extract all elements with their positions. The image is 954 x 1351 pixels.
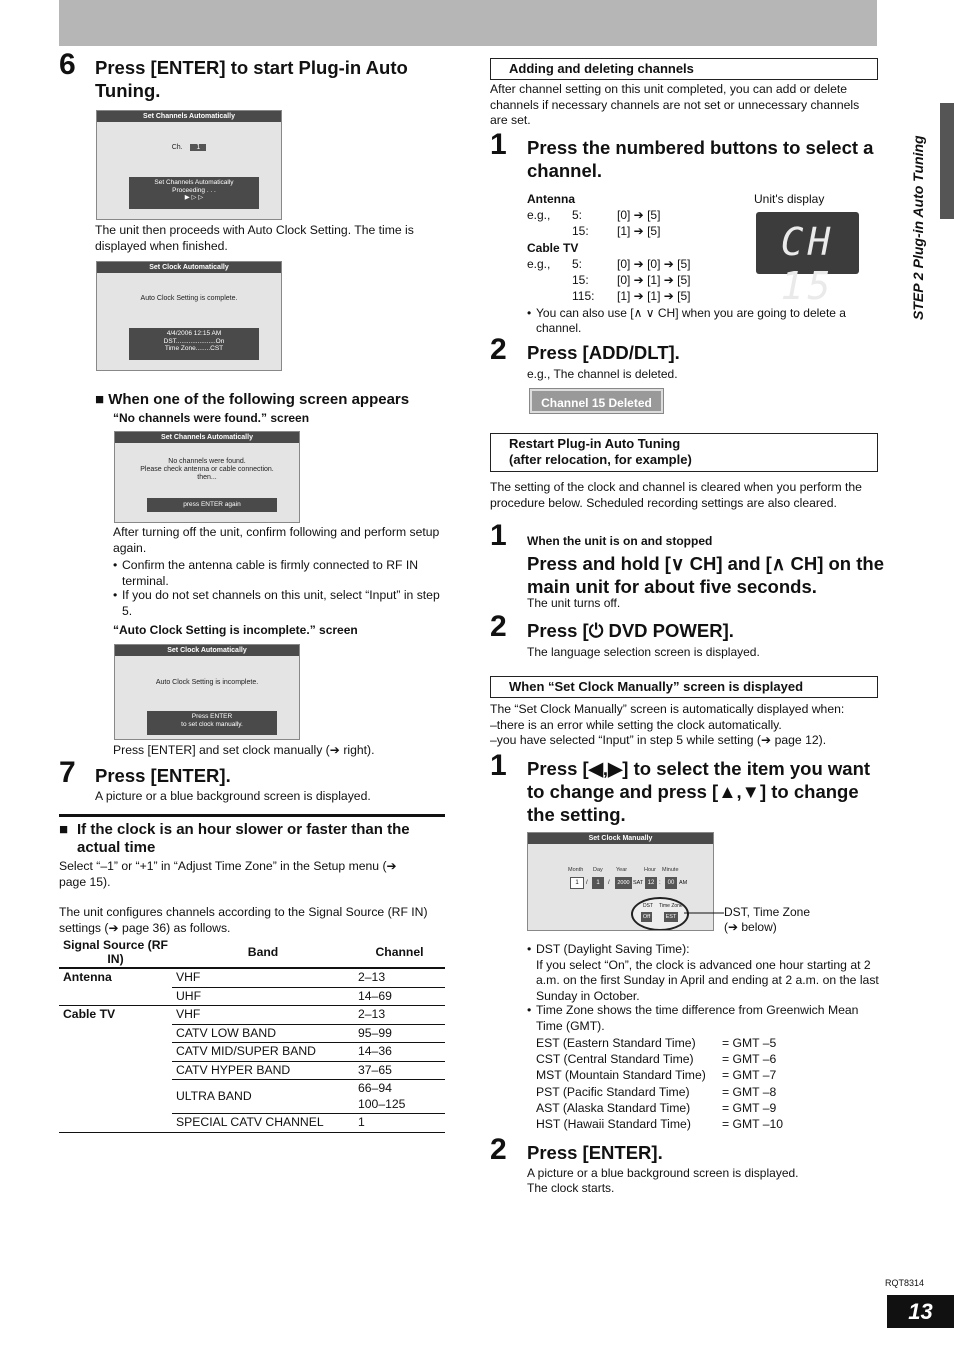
dst-bullet-text: If you select “On”, the clock is advanced one hour starting at 2 a.m. on the first Sunday in April and ending at 2 a.m. on the last Sunday in October. [536,957,879,1003]
add-step-2-text: e.g., The channel is deleted. [527,367,678,381]
restart-step-2-text: The language selection screen is displayed. [527,645,760,659]
time-zone-name: HST (Hawaii Standard Time) [536,1116,691,1131]
channel-cell: 1 [354,1114,445,1133]
channel-cell: 66–94 100–125 [354,1080,445,1114]
band-cell: VHF [172,1006,354,1025]
bullet-antenna-text: Confirm the antenna cable is firmly connected to RF IN terminal. [122,558,419,588]
example-channel: 115: [572,289,595,303]
press-enter-line-2: to set clock manually. [181,720,243,728]
restart-step-1-text: The unit turns off. [527,596,621,610]
section-divider [59,814,445,817]
time-zone-row [536,1036,836,1052]
label-month: Month [568,867,584,873]
page-number: 13 [887,1295,954,1328]
no-channels-line-1: No channels were found. [168,458,246,465]
channel-cell: 2–13 [354,1006,445,1025]
document-code: RQT8314 [885,1278,925,1288]
time-zone-offset: = GMT –10 [722,1116,784,1131]
screen-set-channels-auto [96,110,282,220]
example-prefix: e.g., [527,257,551,271]
time-separator: : [659,880,661,886]
time-zone-name: MST (Mountain Standard Time) [536,1068,706,1083]
label-year: Year [616,867,628,873]
restart-step-1-title: Press and hold [∨ CH] and [∧ CH] on the main unit for about five seconds. [527,553,885,597]
callout-line [684,908,726,918]
channel-readout [97,144,281,152]
bullet-dot: • [113,588,118,602]
screen-title-bar: Set Clock Manually [528,833,713,844]
summary-line-2: DST......................On [163,337,225,345]
header-band: Band [247,945,279,959]
band-cell: VHF [172,968,354,987]
progress-box [129,177,259,209]
configure-channels-text: The unit configures channels according to the Signal Source (RF IN) settings (➔ page 36) as follows. [59,905,428,935]
header-bar [59,0,877,46]
band-cell: CATV HYPER BAND [172,1061,354,1080]
example-keys: [0] ➔ [1] ➔ [5] [617,273,691,287]
add-step-2-number: 2 [490,333,507,366]
time-zone-offset: = GMT –5 [722,1036,777,1050]
time-zone-row [536,1068,836,1084]
dst-bullet-title: DST (Daylight Saving Time): [536,942,690,956]
channel-cell: 14–36 [354,1043,445,1062]
time-zone-row [536,1085,836,1101]
manual-step-2-title: Press [ENTER]. [527,1142,663,1163]
clock-offset-heading-text: If the clock is an hour slower or faster than the actual time [77,821,410,856]
adding-deleting-heading: Adding and deleting channels [490,58,878,80]
progress-line-3: ▶ ▷ ▷ [184,194,204,201]
bullet-input-step5 [113,588,443,619]
bullet-dot: • [527,1003,532,1017]
signal-source-cell [59,987,172,1006]
clock-offset-text: Select “–1” or “+1” in “Adjust Time Zone” in the Setup menu (➔ page 15). [59,859,397,889]
restart-heading-line-2: (after relocation, for example) [509,452,692,467]
clock-offset-heading [59,821,445,857]
signal-source-cell: Antenna [63,970,112,984]
add-step-1-title: Press the numbered buttons to select a channel. [527,137,874,181]
signal-source-cell [59,1080,172,1114]
bullet-dot: • [527,306,532,320]
label-time-zone: Time Zone [659,903,683,909]
units-display-label: Unit's display [754,192,825,206]
channel-cell: 95–99 [354,1024,445,1043]
am-pm-readout: AM [679,880,688,886]
step-7-title: Press [ENTER]. [95,765,231,786]
date-separator: / [608,880,610,886]
example-channel: 15: [572,224,589,238]
example-keys: [1] ➔ [5] [617,224,661,238]
label-dst: DST [643,903,653,909]
signal-source-table [59,937,445,1133]
time-zone-name: EST (Eastern Standard Time) [536,1036,696,1050]
channel-deleted-banner: Channel 15 Deleted [530,389,663,413]
set-clock-manually-heading: When “Set Clock Manually” screen is displayed [490,676,878,698]
lcd-readout: CH 15 [780,220,835,308]
ch-button-bullet [527,306,877,336]
channel-cell: 37–65 [354,1061,445,1080]
table-row [59,1024,445,1043]
example-channel: 15: [572,273,589,287]
ch-label: Ch. [171,144,183,151]
band-cell: SPECIAL CATV CHANNEL [172,1114,354,1133]
day-field[interactable]: 1 [592,877,604,889]
header-channel: Channel [375,945,424,959]
screen-set-clock-auto-complete [96,261,282,371]
step-6-text-1: The unit then proceeds with Auto Clock Setting. The time is displayed when finished. [95,223,414,253]
table-row [59,968,445,987]
signal-source-cell [59,1061,172,1080]
manual-text-2: –there is an error while setting the clock automatically. [490,718,782,732]
time-zone-bullet [527,1003,882,1034]
manual-step-1-number: 1 [490,749,507,782]
step-6-title: Press [ENTER] to start Plug-in Auto Tuning. [95,57,408,101]
header-signal-source: Signal Source (RF IN) [63,938,168,966]
screen-title-bar: Set Clock Automatically [115,645,299,656]
signal-source-cell [59,1043,172,1062]
add-step-2-title: Press [ADD/DLT]. [527,342,680,363]
summary-line-3: Time Zone........CST [164,345,224,352]
restart-step-1-number: 1 [490,519,507,552]
time-zone-row [536,1101,836,1117]
restart-step-2-title: Press [⏻ DVD POWER]. [527,620,734,641]
label-hour: Hour [644,867,656,873]
minute-field[interactable]: 00 [665,877,677,889]
signal-source-cell [59,1024,172,1043]
table-row [59,1043,445,1062]
antenna-label: Antenna [527,192,575,206]
table-row [59,1061,445,1080]
example-prefix: e.g., [527,208,551,222]
table-row [59,1006,445,1025]
time-zone-row [536,1117,836,1133]
side-tab-marker [940,103,954,219]
manual-step-2-text-1: A picture or a blue background screen is displayed. [527,1166,799,1180]
time-zone-offset: = GMT –7 [722,1068,777,1083]
no-channels-label: “No channels were found.” screen [113,411,310,425]
weekday-readout: SAT [633,880,644,886]
press-enter-again-box: press ENTER again [147,498,277,512]
time-zone-bullet-text: Time Zone shows the time difference from Greenwich Mean Time (GMT). [536,1003,859,1033]
hour-field[interactable]: 12 [645,877,657,889]
no-channels-line-3: then... [197,474,217,481]
progress-line-1: Set Channels Automatically [154,179,234,186]
dst-callout-text-2: (➔ below) [724,920,777,934]
adding-deleting-text: After channel setting on this unit completed, you can add or delete channels if necessary channels are not set or unnecessary channels are set. [490,82,860,127]
ch-value: 1 [190,144,206,151]
band-cell: CATV MID/SUPER BAND [172,1043,354,1062]
restart-step-1-condition: When the unit is on and stopped [527,534,713,548]
dst-field[interactable]: Off [642,914,651,920]
time-zone-list [536,1036,836,1133]
press-enter-manual-box [147,711,277,735]
channel-cell: 2–13 [354,968,445,987]
bullet-dot: • [527,942,532,956]
no-channels-message [115,458,299,482]
manual-step-2-number: 2 [490,1133,507,1166]
restart-heading-line-1: Restart Plug-in Auto Tuning [509,436,681,451]
square-bullet-icon: ■ [59,821,69,838]
screen-title-bar: Set Clock Automatically [97,262,281,273]
example-channel: 5: [572,208,583,222]
time-zone-name: AST (Alaska Standard Time) [536,1100,691,1115]
time-zone-offset: = GMT –9 [722,1100,777,1115]
month-field[interactable]: 1 [570,877,584,889]
restart-heading [490,433,878,472]
unit-display-lcd [756,212,859,308]
time-zone-offset: = GMT –8 [722,1084,777,1099]
manual-step-1-title: Press [◀,▶] to select the item you want to change and press [▲,▼] to change the setting. [527,758,871,825]
time-zone-field[interactable]: EST [665,914,677,920]
when-screen-appears-heading [95,391,445,409]
no-channels-line-2: Please check antenna or cable connection. [140,466,274,473]
incomplete-label: “Auto Clock Setting is incomplete.” screen [113,623,358,637]
step-6-number: 6 [59,48,76,81]
step-7-number: 7 [59,756,76,789]
time-zone-name: CST (Central Standard Time) [536,1052,694,1067]
square-bullet-icon: ■ [95,391,105,408]
date-separator: / [586,880,588,886]
progress-line-2: Proceeding . . . [172,186,216,194]
table-row [59,1080,445,1114]
screen-clock-incomplete [114,644,300,740]
band-cell: CATV LOW BAND [172,1024,354,1043]
summary-line-1: 4/4/2006 12:15 AM [166,330,222,337]
incomplete-message: Auto Clock Setting is incomplete. [155,679,259,686]
time-zone-name: PST (Pacific Standard Time) [536,1084,690,1099]
when-heading-text: When one of the following screen appears [108,391,410,408]
table-row [59,987,445,1006]
side-tab-text: STEP 2 Plug-in Auto Tuning [910,135,926,320]
label-minute: Minute [662,867,679,873]
screen-message: Auto Clock Setting is complete. [140,295,238,302]
after-turning-off-text: After turning off the unit, confirm following and perform setup again. [113,525,440,555]
bullet-dot: • [113,558,118,572]
table-row [59,1114,445,1133]
signal-source-cell: Cable TV [63,1007,116,1021]
example-keys: [0] ➔ [0] ➔ [5] [617,257,691,271]
add-step-1-number: 1 [490,128,507,161]
example-channel: 5: [572,257,583,271]
manual-step-2-text-2: The clock starts. [527,1181,615,1195]
dst-bullet [527,942,882,1004]
band-cell: ULTRA BAND [172,1080,354,1114]
step-7-text: A picture or a blue background screen is displayed. [95,789,371,803]
year-field[interactable]: 2000 [615,877,632,889]
screen-title-bar: Set Channels Automatically [97,111,281,122]
manual-text-3: –you have selected “Input” in step 5 while setting (➔ page 12). [490,733,827,747]
cable-tv-label: Cable TV [527,241,579,255]
screen-no-channels [114,431,300,523]
band-cell: UHF [172,987,354,1006]
clock-fields [528,877,714,889]
example-keys: [0] ➔ [5] [617,208,661,222]
ch-button-bullet-text: You can also use [∧ ∨ CH] when you are going to delete a channel. [536,306,846,335]
restart-step-2-number: 2 [490,610,507,643]
dst-timezone-highlight [631,897,689,931]
signal-source-cell [59,1114,172,1133]
channel-cell: 14–69 [354,987,445,1006]
label-day: Day [593,867,603,873]
press-enter-line-1: Press ENTER [191,713,233,720]
bullet-input-text: If you do not set channels on this unit, select “Input” in step 5. [122,588,440,618]
clock-summary-box [129,328,259,360]
example-keys: [1] ➔ [1] ➔ [5] [617,289,691,303]
screen-title-bar: Set Channels Automatically [115,432,299,443]
manual-text-1: The “Set Clock Manually” screen is automatically displayed when: [490,702,845,716]
bullet-antenna-cable [113,558,443,589]
restart-text: The setting of the clock and channel is cleared when you perform the procedure below. Scheduled recording settings are also cleared. [490,480,862,510]
time-zone-row [536,1052,836,1068]
time-zone-offset: = GMT –6 [722,1052,777,1067]
dst-callout-text-1: DST, Time Zone [724,905,811,919]
press-enter-manual-text: Press [ENTER] and set clock manually (➔ right). [113,743,375,757]
